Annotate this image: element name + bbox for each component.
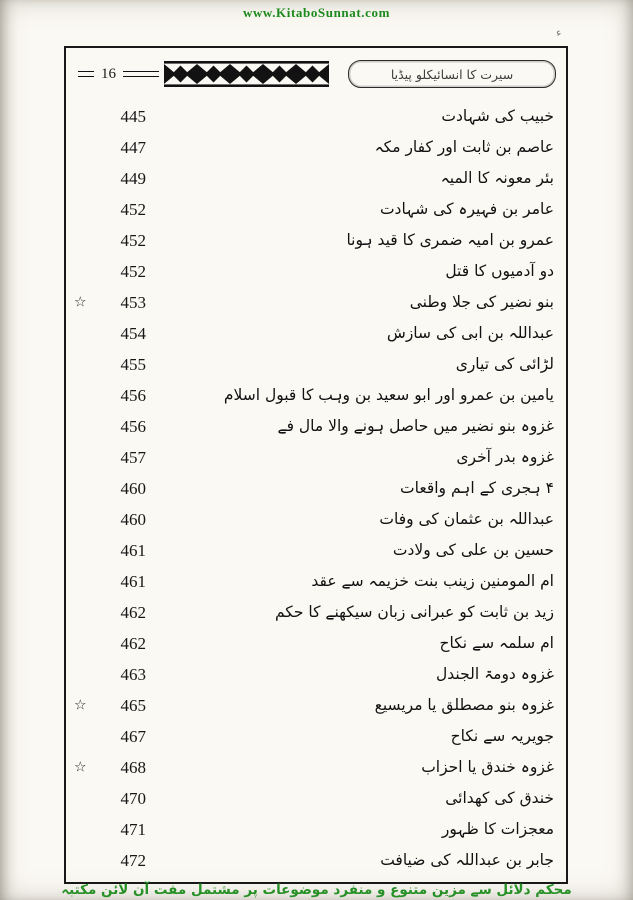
toc-entry-title: دو آدمیوں کا قتل — [445, 261, 554, 280]
toc-page-number: 463 — [120, 664, 146, 684]
toc-entry-title: غزوہ دومۃ الجندل — [436, 664, 554, 683]
toc-entry-title: معجزات کا ظہور — [441, 819, 554, 838]
toc-page-number: 461 — [120, 571, 146, 591]
toc-row — [66, 504, 566, 535]
site-url: www.KitaboSunnat.com — [242, 5, 391, 20]
toc-row — [66, 163, 566, 194]
toc-row — [66, 473, 566, 504]
star-icon: ☆ — [74, 758, 87, 775]
toc-row — [66, 411, 566, 442]
toc-row — [66, 318, 566, 349]
toc-entry-title: عامر بن فہیرہ کی شہادت — [379, 199, 554, 218]
toc-entry-title: عبداللہ بن ابی کی سازش — [386, 323, 554, 342]
header-rule-left — [78, 71, 94, 77]
toc-entry-title: لڑائی کی تیاری — [455, 354, 554, 373]
toc-row — [66, 783, 566, 814]
toc-row — [66, 721, 566, 752]
pen-mark: ء — [554, 25, 563, 40]
toc-entry-title: عاصم بن ثابت اور کفار مکہ — [374, 137, 554, 156]
toc-entry-title: بنو نضیر کی جلا وطنی — [409, 292, 554, 311]
toc-page-number: 454 — [120, 323, 146, 343]
book-title-box — [348, 60, 556, 88]
toc-page-number: 457 — [120, 447, 146, 467]
toc-row — [66, 349, 566, 380]
toc-row — [66, 814, 566, 845]
toc-entry-title: حسین بن علی کی ولادت — [392, 540, 554, 559]
toc-entry-title: عمرو بن امیہ ضمری کا قید ہونا — [346, 230, 554, 249]
footer-tagline: محکم دلائل سے مزین متنوع و منفرد موضوعات پر مشتمل مفت آن لائن مکتبہ — [61, 882, 572, 898]
toc-page-number: 449 — [120, 168, 146, 188]
toc-page-number: 471 — [120, 819, 146, 839]
toc-page-number: 452 — [120, 199, 146, 219]
header-rule-mid — [123, 71, 159, 77]
toc-row — [66, 256, 566, 287]
toc-page-number: 453 — [120, 292, 146, 312]
toc-entry-title: جابر بن عبداللہ کی ضیافت — [380, 850, 554, 869]
star-icon: ☆ — [74, 696, 87, 713]
page-header-band — [66, 57, 566, 91]
toc-page-number: 456 — [120, 385, 146, 405]
toc-row — [66, 597, 566, 628]
toc-page-number: 447 — [120, 137, 146, 157]
toc-entry-title: یامین بن عمرو اور ابو سعید بن وہب کا قبول اسلام — [223, 385, 554, 404]
toc-entry-title: زید بن ثابت کو عبرانی زبان سیکھنے کا حکم — [274, 602, 554, 621]
toc-entry-title: جویریہ سے نکاح — [450, 726, 554, 745]
toc-row — [66, 225, 566, 256]
toc-page-number: 462 — [120, 602, 146, 622]
toc-row — [66, 628, 566, 659]
toc-list — [66, 101, 566, 876]
toc-row — [66, 845, 566, 876]
ornament-band-icon — [164, 61, 329, 87]
toc-page-number: 461 — [120, 540, 146, 560]
toc-row — [66, 442, 566, 473]
star-icon: ☆ — [74, 293, 87, 310]
toc-entry-title: بئر معونہ کا المیہ — [440, 168, 554, 187]
toc-page-number: 455 — [120, 354, 146, 374]
toc-page-number: 445 — [120, 106, 146, 126]
toc-page-number: 452 — [120, 261, 146, 281]
toc-entry-title: غزوہ بنو نضیر میں حاصل ہونے والا مال فے — [277, 416, 554, 435]
toc-row — [66, 194, 566, 225]
toc-row — [66, 380, 566, 411]
toc-entry-title: غزوہ خندق یا احزاب — [421, 757, 554, 776]
toc-page-number: 460 — [120, 478, 146, 498]
toc-row — [66, 535, 566, 566]
toc-page-number: 462 — [120, 633, 146, 653]
toc-entry-title: ام سلمہ سے نکاح — [439, 633, 554, 652]
toc-page-number: 465 — [120, 695, 146, 715]
toc-page-number: 470 — [120, 788, 146, 808]
toc-row — [66, 752, 566, 783]
toc-page-number: 467 — [120, 726, 146, 746]
toc-entry-title: غزوہ بدر آخری — [456, 447, 554, 466]
toc-entry-title: ام المومنین زینب بنت خزیمہ سے عقد — [311, 571, 554, 590]
toc-page-number: 452 — [120, 230, 146, 250]
toc-entry-title: خندق کی کھدائی — [445, 788, 554, 807]
toc-entry-title: ۴ ہجری کے اہم واقعات — [400, 478, 554, 497]
toc-row — [66, 690, 566, 721]
toc-row — [66, 287, 566, 318]
toc-entry-title: خبیب کی شہادت — [441, 106, 554, 125]
toc-entry-title: غزوہ بنو مصطلق یا مریسیع — [374, 695, 554, 714]
page-number: 16 — [101, 65, 116, 82]
toc-row — [66, 101, 566, 132]
toc-page-number: 456 — [120, 416, 146, 436]
toc-page-number: 468 — [120, 757, 146, 777]
book-title: سیرت کا انسائیکلو پیڈیا — [390, 66, 514, 82]
toc-page-number: 460 — [120, 509, 146, 529]
toc-entry-title: عبداللہ بن عثمان کی وفات — [379, 509, 554, 528]
toc-row — [66, 566, 566, 597]
toc-row — [66, 659, 566, 690]
page-frame — [64, 46, 568, 884]
toc-row — [66, 132, 566, 163]
toc-page-number: 472 — [120, 850, 146, 870]
